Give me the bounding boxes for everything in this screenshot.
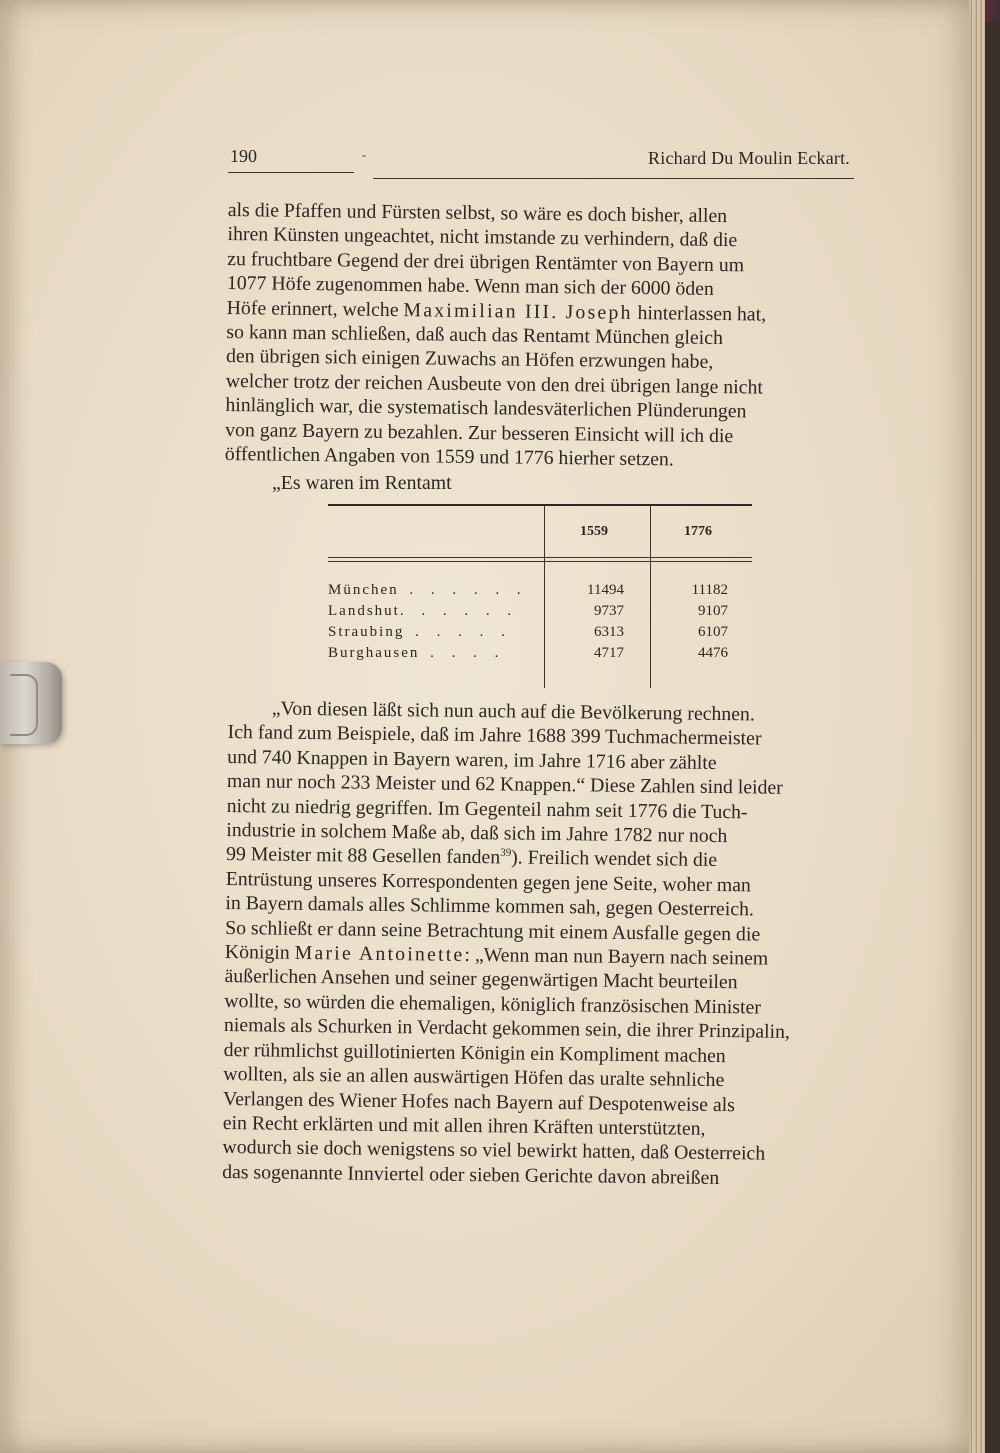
running-head: Richard Du Moulin Eckart. xyxy=(648,148,850,168)
text-line: 99 Meister mit 88 Gesellen fanden$^{39}$). Freilich wendet sich die xyxy=(225,843,718,872)
text-line: niemals als Schurken in Verdacht gekommen sein, die ihrer Prinzipalin, xyxy=(223,1014,791,1044)
text-line: öffentlichen Angaben von 1559 und 1776 hierher setzen. xyxy=(224,443,674,471)
value-1776: 6107 xyxy=(698,624,728,640)
column-header-1776: 1776 xyxy=(684,524,712,539)
page-edges xyxy=(969,0,985,1453)
value-1559: 6313 xyxy=(594,624,624,640)
header-rule-right xyxy=(373,178,854,179)
text-line: Ich fand zum Beispiele, daß im Jahre 1688 399 Tuchmachermeister xyxy=(227,721,762,750)
name-maximilian: Maximilian III. Joseph xyxy=(403,298,633,324)
text-line: Königin Marie Antoinette: „Wenn man nun Bayern nach seinem xyxy=(224,941,769,970)
table-row: Landshut. . . . . . 9737 9107 xyxy=(328,603,728,619)
text-line: ein Recht erklärten und mit allen ihren Kräften unterstützten, xyxy=(222,1111,706,1140)
table-rule-mid xyxy=(328,561,752,562)
header-rule-left xyxy=(228,172,354,173)
value-1776: 11182 xyxy=(691,582,728,598)
paragraph-2 xyxy=(222,696,854,1192)
column-header-1559: 1559 xyxy=(580,524,608,539)
value-1559: 4717 xyxy=(594,645,624,661)
value-1776: 4476 xyxy=(698,645,728,661)
text-line: der rühmlichst guillotinierten Königin ein Kompliment machen xyxy=(223,1038,726,1067)
footnote-marker: 39 xyxy=(500,847,512,860)
text-line: man nur noch 233 Meister und 62 Knappen.“ Diese Zahlen sind leider xyxy=(226,770,783,800)
text-line: ihren Künsten ungeachtet, nicht imstande zu verhindern, daß die xyxy=(227,223,738,252)
table-intro: „Es waren im Rentamt xyxy=(272,472,452,494)
text-line: zu fruchtbare Gegend der drei übrigen Rentämter von Bayern um xyxy=(227,247,745,277)
value-1559: 11494 xyxy=(587,582,624,598)
table-row: München . . . . . . 11494 11182 xyxy=(328,582,728,598)
text-line: So schließt er dann seine Betrachtung mit einem Ausfalle gegen die xyxy=(225,916,761,946)
row-name: Burghausen xyxy=(328,645,420,661)
page-clip xyxy=(0,662,62,744)
text-line: Verlangen des Wiener Hofes nach Bayern auf Despotenweise als xyxy=(222,1087,736,1116)
text-line: Entrüstung unseres Korrespondenten gegen jene Seite, woher man xyxy=(225,867,752,897)
paragraph-1 xyxy=(225,198,854,474)
text-line: wollte, so würden die ehemaligen, königlich französischen Minister xyxy=(224,989,762,1019)
header-mark: - xyxy=(362,148,366,162)
text-line: das sogenannte Innviertel oder sieben Gerichte davon abreißen xyxy=(222,1160,720,1189)
row-name: Landshut xyxy=(328,603,400,619)
text-line: welcher trotz der reichen Ausbeute von den drei übrigen lange nicht xyxy=(225,369,764,399)
row-name: Straubing xyxy=(328,624,405,640)
text-line: so kann man schließen, daß auch das Rentamt München gleich xyxy=(226,321,724,350)
row-name: München xyxy=(328,582,399,598)
page-header xyxy=(228,144,854,184)
text-line: äußerlichen Ansehen und seiner gegenwärtigen Macht beurteilen xyxy=(224,965,738,994)
text-line: nicht zu niedrig gegriffen. Im Gegenteil nahm seit 1776 die Tuch- xyxy=(226,794,748,823)
table-row: Burghausen . . . . 4717 4476 xyxy=(328,645,728,661)
text-line: und 740 Knappen in Bayern waren, im Jahre 1716 aber zählte xyxy=(227,745,717,774)
rentamt-table xyxy=(328,504,752,692)
text-line: als die Pfaffen und Fürsten selbst, so wäre es doch bisher, allen xyxy=(227,198,728,228)
table-row: Straubing . . . . . 6313 6107 xyxy=(328,624,728,640)
text-line: von ganz Bayern zu bezahlen. Zur besseren Einsicht will ich die xyxy=(225,418,734,447)
text-line: den übrigen sich einigen Zuwachs an Höfen erzwungen habe, xyxy=(225,345,714,374)
table-rule-top xyxy=(328,504,752,506)
text-line: „Von diesen läßt sich nun auch auf die Bevölkerung rechnen. xyxy=(271,697,755,726)
table-rule-mid xyxy=(328,557,752,558)
value-1776: 9107 xyxy=(698,603,728,619)
text-line: 1077 Höfe zugenommen habe. Wenn man sich der 6000 öden xyxy=(226,272,715,301)
text-line: industrie in solchem Maße ab, daß sich im Jahre 1782 nur noch xyxy=(226,819,728,848)
text-line: wodurch sie doch wenigstens so viel bewirkt hatten, daß Oesterreich xyxy=(222,1136,766,1165)
text-line: in Bayern damals alles Schlimme kommen sah, gegen Oesterreich. xyxy=(225,892,755,921)
page-number: 190 xyxy=(230,146,257,166)
value-1559: 9737 xyxy=(594,603,624,619)
text-line: hinlänglich war, die systematisch landesväterlichen Plünderungen xyxy=(225,394,747,423)
text-line: wollten, als sie an allen auswärtigen Höfen das uralte sehnliche xyxy=(223,1063,725,1092)
name-marie-antoinette: Marie Antoinette xyxy=(294,941,465,966)
text-line: Höfe erinnert, welche Maximilian III. Joseph hinterlassen hat, xyxy=(226,296,767,326)
